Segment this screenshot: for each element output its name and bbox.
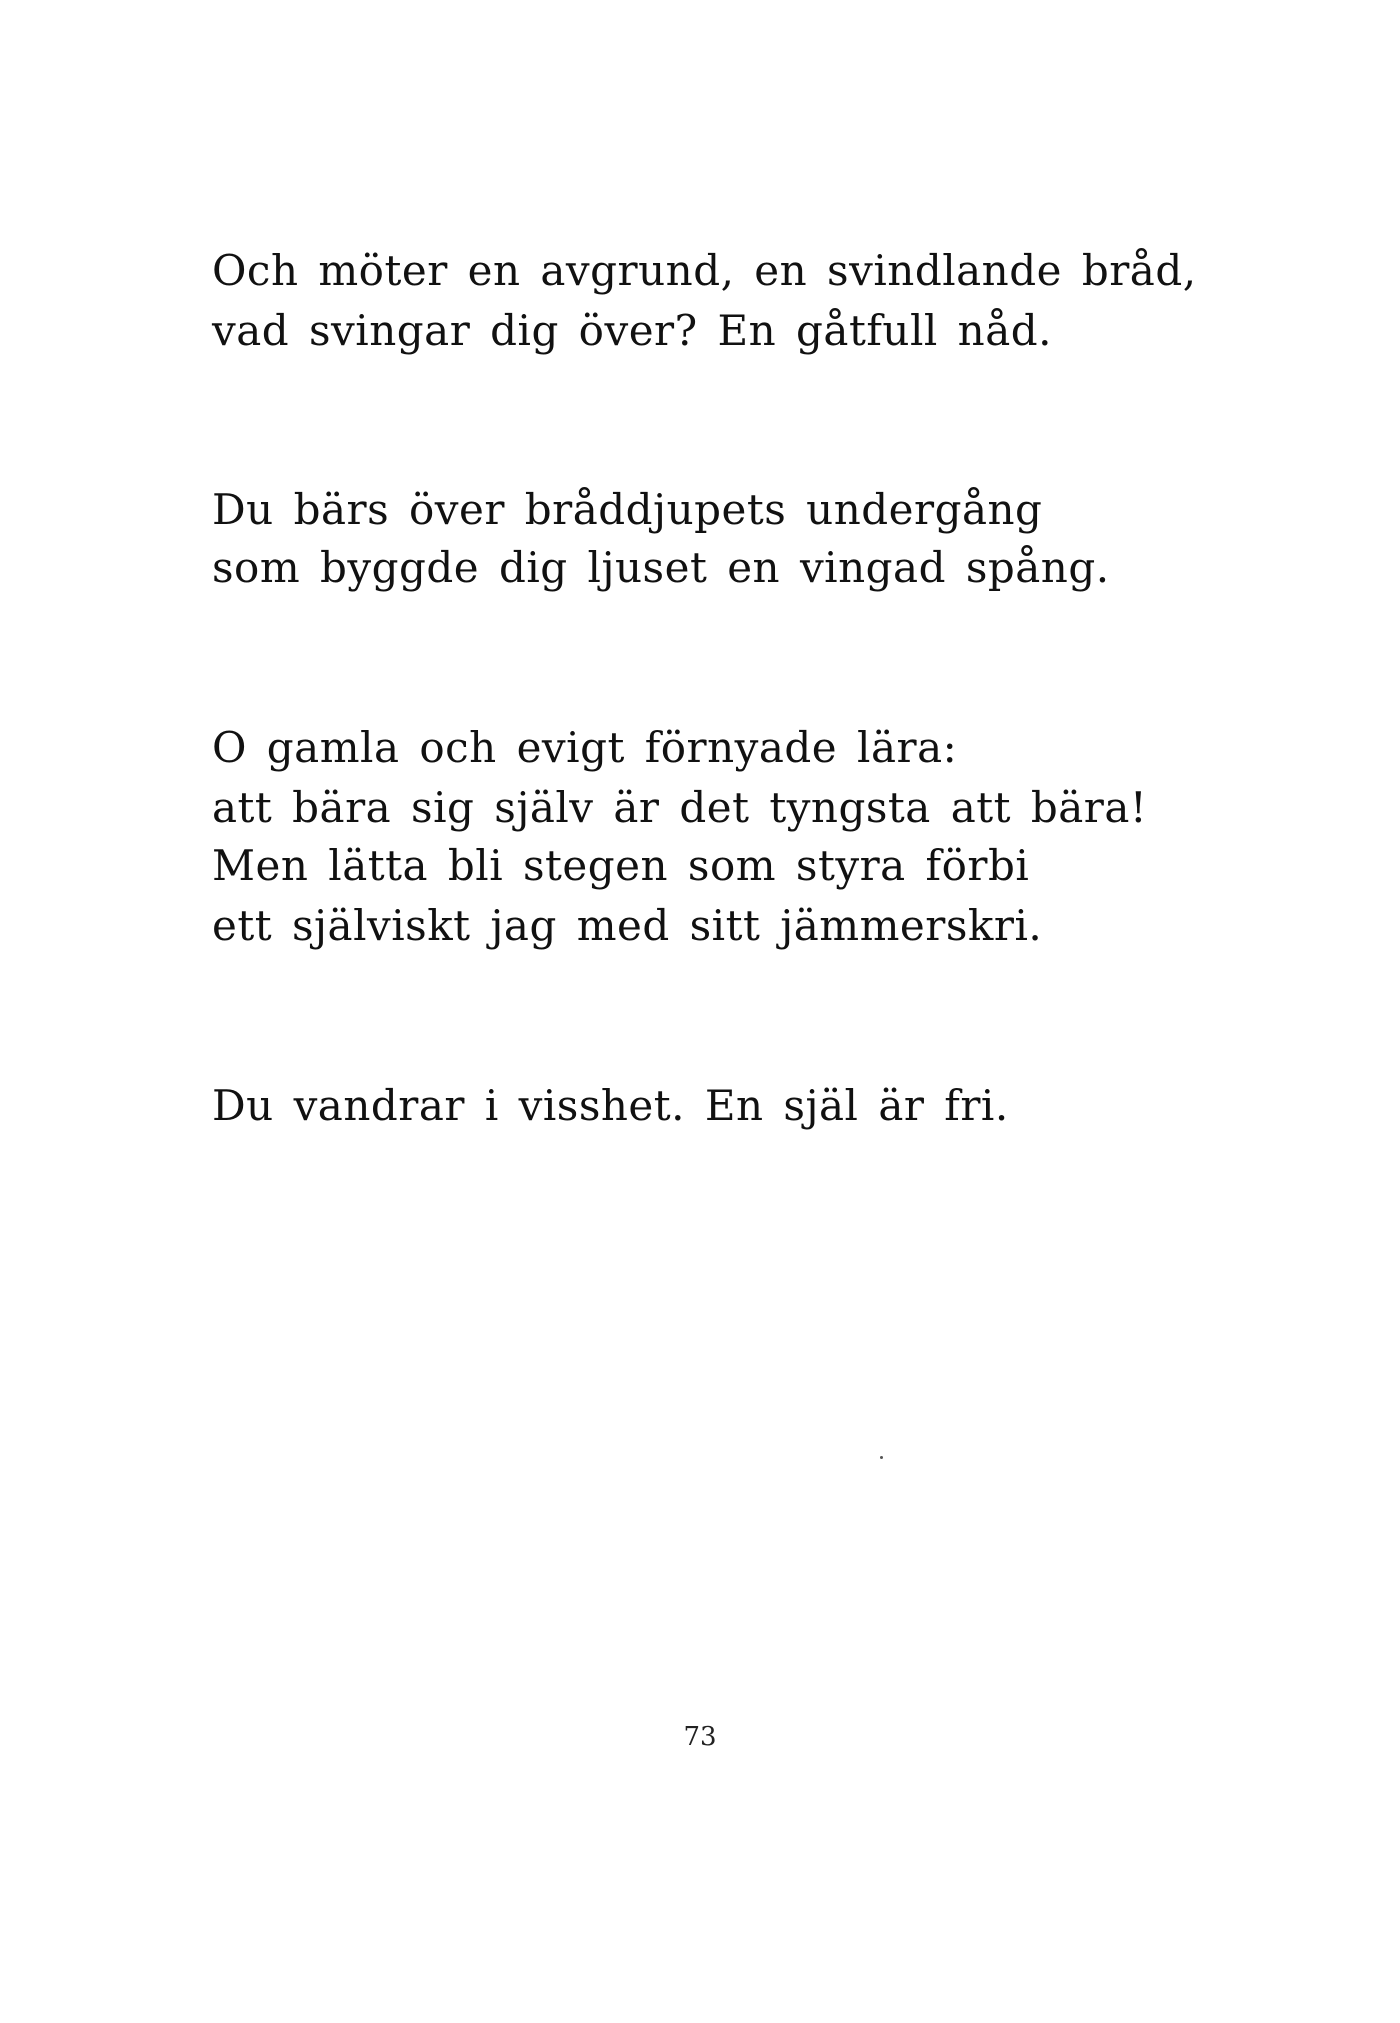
print-speck: [880, 1456, 883, 1459]
page-number: 73: [683, 1722, 717, 1752]
poem-line: vad svingar dig över? En gåtfull nåd.: [212, 306, 1052, 355]
poem-line: ett själviskt jag med sitt jämmerskri.: [212, 901, 1043, 950]
poem-line: att bära sig själv är det tyngsta att bära!: [212, 783, 1148, 832]
poem-line: som byggde dig ljuset en vingad spång.: [212, 543, 1110, 592]
poem-line: Du vandrar i visshet. En själ är fri.: [212, 1081, 1009, 1130]
poem-line: Men lätta bli stegen som styra förbi: [212, 841, 1030, 890]
poem-line: Och möter en avgrund, en svindlande bråd,: [212, 246, 1197, 295]
poem-line: Du bärs över bråddjupets undergång: [212, 485, 1043, 534]
poem-line: O gamla och evigt förnyade lära:: [212, 723, 958, 772]
